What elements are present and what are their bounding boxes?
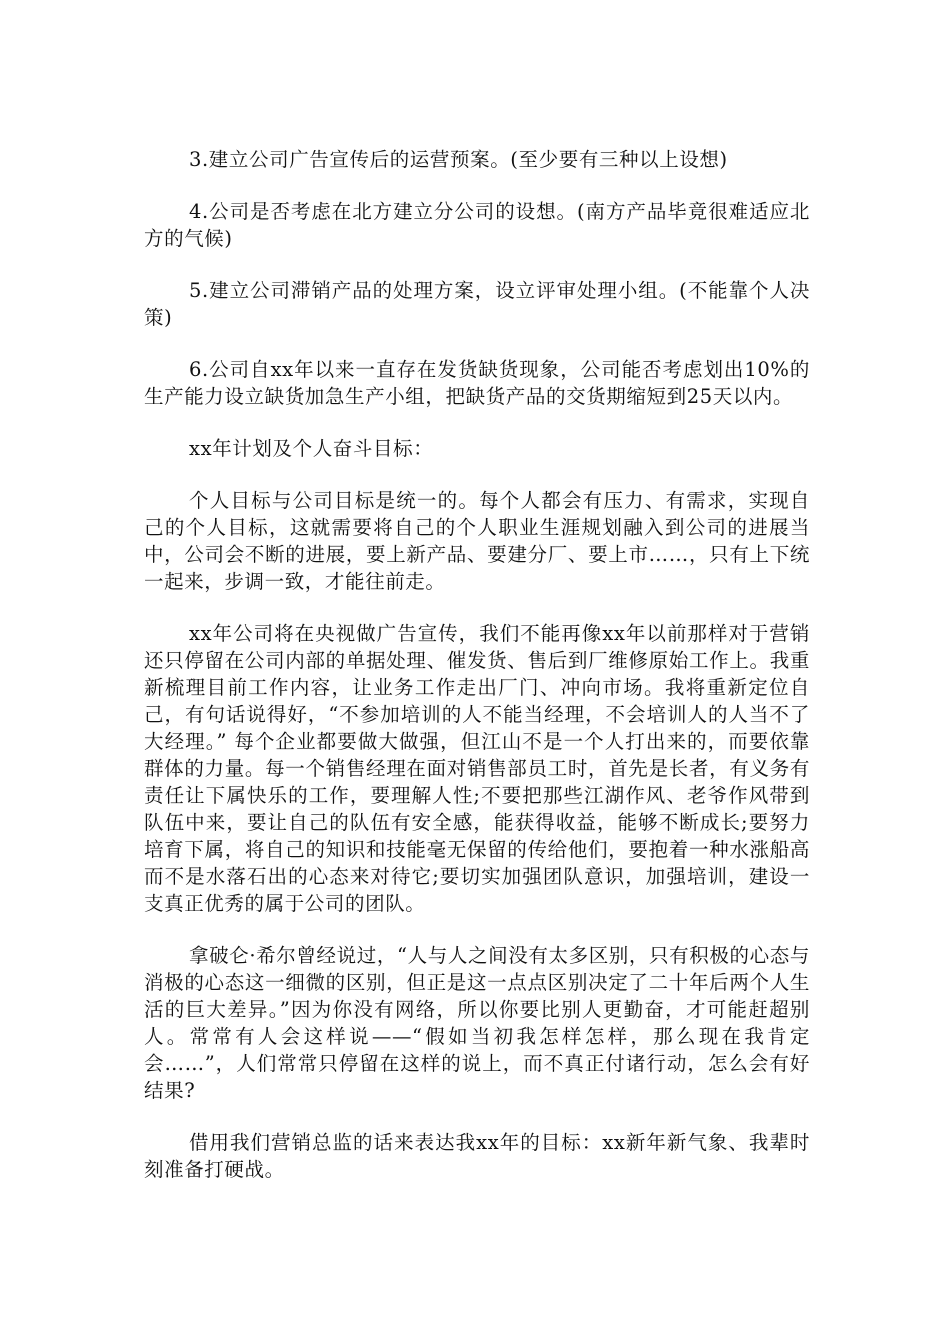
section-heading-goals: xx年计划及个人奋斗目标：: [189, 437, 434, 460]
paragraph-ad-campaign: xx年公司将在央视做广告宣传，我们不能再像xx年以前那样对于营销还只停留在公司内部的单据处理、催发货、售后到厂维修原始工作上。我重新梳理目前工作内容，让业务工作走出厂门、冲向市场。我将重新定位自己，有句话说得好，“不参加培训的人不能当经理，不会培训人的人当不了大经理。” 每个企业都要做大做强，但江山不是一个人打出来的，而要依靠群体的力量。每一个销售经理在面对销售部员工时，首先是长者，有义务有责任让下属快乐的工作，要理解人性;不要把那些江湖作风、老爷作风带到队伍中来，要让自己的队伍有安全感，能获得收益，能够不断成长;要努力培育下属，将自己的知识和技能毫无保留的传给他们，要抱着一种水涨船高而不是水落石出的心态来对待它;要切实加强团队意识，加强培训，建设一支真正优秀的属于公司的团队。: [144, 622, 810, 915]
paragraph-plan-6: 6.公司自xx年以来一直存在发货缺货现象，公司能否考虑划出10%的生产能力设立缺货加急生产小组，把缺货产品的交货期缩短到25天以内。: [144, 358, 810, 408]
paragraph-personal-goals: 个人目标与公司目标是统一的。每个人都会有压力、有需求，实现自己的个人目标，这就需要将自己的个人职业生涯规划融入到公司的进展当中，公司会不断的进展，要上新产品、要建分厂、要上市……，只有上下统一起来，步调一致，才能往前走。: [144, 489, 810, 593]
document-body: [144, 146, 810, 1208]
paragraph-plan-3: 3.建立公司广告宣传后的运营预案。(至少要有三种以上设想): [189, 148, 728, 171]
paragraph-plan-4: 4.公司是否考虑在北方建立分公司的设想。(南方产品毕竟很难适应北方的气候): [144, 200, 810, 250]
paragraph-plan-5: 5.建立公司滞销产品的处理方案，设立评审处理小组。(不能靠个人决策): [144, 279, 810, 329]
paragraph-napoleon-hill-quote: 拿破仑·希尔曾经说过，“人与人之间没有太多区别，只有积极的心态与消极的心态这一细微的区别，但正是这一点点区别决定了二十年后两个人生活的巨大差异。”因为你没有网络，所以你要比别人更勤奋，才可能赶超别人。常常有人会这样说——“假如当初我怎样怎样，那么现在我肯定会……”，人们常常只停留在这样的说上，而不真正付诸行动，怎么会有好结果?: [144, 944, 810, 1102]
paragraph-closing-goal: 借用我们营销总监的话来表达我xx年的目标：xx新年新气象、我辈时刻准备打硬战。: [144, 1131, 810, 1181]
